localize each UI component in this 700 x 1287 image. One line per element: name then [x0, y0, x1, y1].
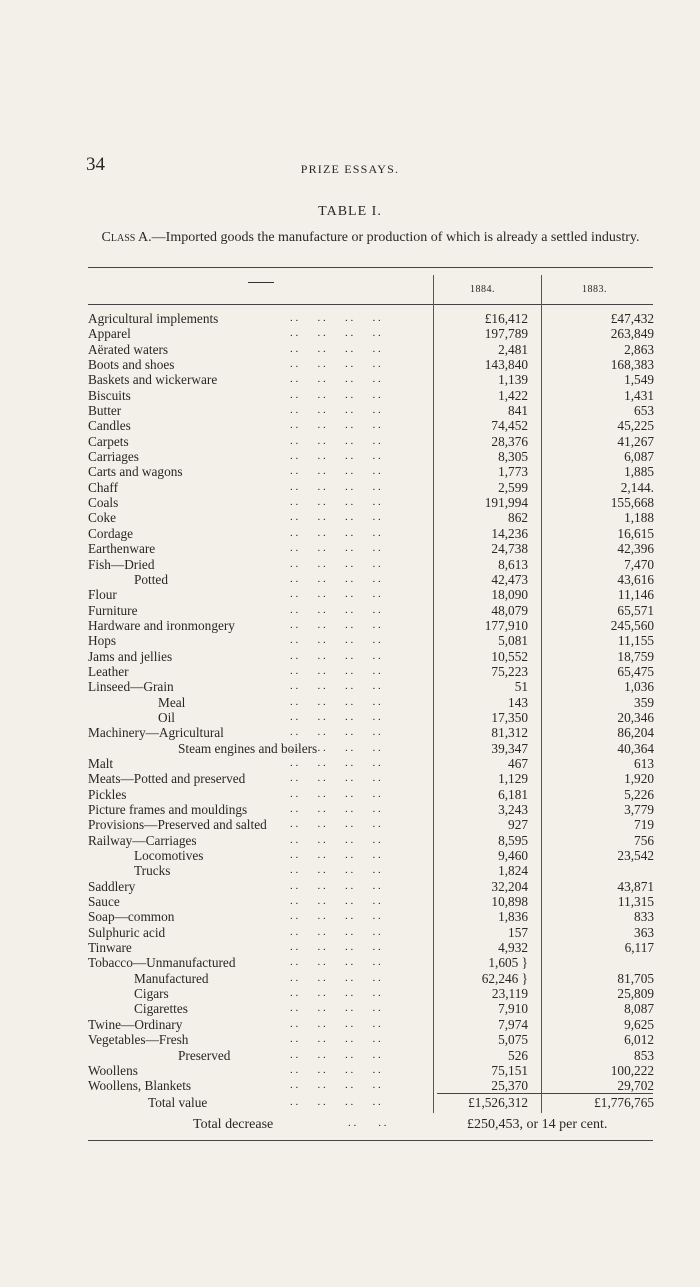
leader-dots: . . . . . . . .	[290, 496, 381, 509]
table-row	[0, 863, 700, 878]
value-1883: 11,315	[617, 894, 654, 910]
table-row	[0, 311, 700, 326]
value-1884: 1,139	[498, 372, 528, 388]
value-1884: 18,090	[491, 587, 528, 603]
value-1883: 11,155	[617, 633, 654, 649]
row-label: Apparel	[88, 326, 131, 342]
value-1884: 10,898	[491, 894, 528, 910]
leader-dots: . . . . . . . .	[290, 710, 381, 723]
table-row	[0, 326, 700, 341]
row-label: Boots and shoes	[88, 357, 175, 373]
leader-dots: . . . . . . . .	[290, 910, 381, 923]
value-1883: 853	[634, 1047, 654, 1063]
table-row	[0, 649, 700, 664]
leader-dots: . . . . . . . .	[290, 803, 381, 815]
leader-dots: . . . . . . . .	[290, 1017, 381, 1030]
running-head: PRIZE ESSAYS.	[300, 162, 400, 176]
leader-dots: . . . . . . . .	[290, 572, 381, 585]
value-1884: 5,075	[498, 1032, 528, 1048]
header-1883: 1883.	[582, 284, 607, 295]
row-label: Agricultural implements	[88, 311, 219, 326]
value-1883: 1,431	[624, 387, 654, 403]
value-1883: 23,542	[617, 848, 654, 864]
leader-dots: . . . . . . . .	[290, 342, 381, 355]
row-label: Malt	[88, 755, 114, 771]
leader-dots: . . . . . . . .	[290, 465, 381, 478]
row-label: Carts and wagons	[88, 464, 183, 480]
leader-dots: . . . . . . . .	[290, 1002, 381, 1015]
row-label: Leather	[88, 663, 129, 679]
row-label: Railway—Carriages	[88, 832, 197, 848]
value-1884: 1,824	[498, 863, 528, 879]
value-1883: 65,571	[617, 602, 654, 618]
caption-class-word: Class	[101, 230, 136, 245]
value-1883: 653	[634, 403, 654, 419]
value-1883: 41,267	[617, 433, 654, 449]
table-row	[0, 1078, 700, 1093]
value-1884: 143,840	[484, 357, 528, 373]
leader-dots: . . . . . . . .	[290, 373, 381, 386]
table-top-rule	[88, 267, 653, 268]
leader-dots: . . . . . . . .	[290, 404, 381, 417]
value-1884: 42,473	[491, 571, 528, 587]
leader-dots: . . . . . . . .	[290, 480, 381, 493]
value-1883: 263,849	[610, 326, 654, 342]
table-row	[0, 541, 700, 556]
table-row	[0, 1048, 700, 1063]
leader-dots: . . . . . . . .	[290, 849, 381, 862]
value-1884: 75,223	[491, 663, 528, 679]
table-row	[0, 587, 700, 602]
leader-dots: . . . . . . . .	[290, 358, 381, 371]
value-1883: £47,432	[610, 311, 654, 326]
row-label: Potted	[134, 571, 168, 587]
total-row	[0, 1095, 700, 1110]
table-row	[0, 510, 700, 525]
value-1884: 3,243	[498, 802, 528, 817]
table-row	[0, 756, 700, 771]
value-1884: 28,376	[491, 433, 528, 449]
row-label: Chaff	[88, 479, 119, 495]
leader-dots: . . . . . . . .	[290, 557, 381, 570]
row-label: Steam engines and boilers	[178, 740, 318, 756]
value-1883: 43,871	[617, 878, 654, 894]
leader-dots: . . . . . . . .	[290, 787, 381, 800]
value-1884: 1,129	[498, 771, 528, 787]
table-row	[0, 1063, 700, 1078]
value-1884: 467	[508, 755, 528, 771]
leader-dots: . . . . . . . .	[290, 879, 381, 892]
table-row	[0, 679, 700, 694]
value-1884: 197,789	[484, 326, 528, 342]
value-1884: 841	[508, 403, 528, 419]
value-1884: 143	[508, 694, 528, 710]
table-row	[0, 971, 700, 986]
row-label: Carriages	[88, 449, 139, 465]
leader-dots: . . . . . . . .	[290, 987, 381, 1000]
value-1883: 2,863	[624, 341, 654, 357]
table-row	[0, 1017, 700, 1032]
value-1883: 45,225	[617, 418, 654, 434]
value-1883: 42,396	[617, 541, 654, 557]
value-1883: 7,470	[624, 556, 654, 572]
table-row	[0, 741, 700, 756]
value-1884: 5,081	[498, 633, 528, 649]
value-1884: 927	[508, 817, 528, 833]
value-1884: 1,422	[498, 387, 528, 403]
value-1884: 177,910	[484, 617, 528, 633]
table-row	[0, 480, 700, 495]
row-label: Sulphuric acid	[88, 924, 166, 940]
table-row	[0, 986, 700, 1001]
value-1884: 7,910	[498, 1001, 528, 1017]
table-row	[0, 357, 700, 372]
value-1883: 719	[634, 817, 654, 833]
leader-dots: . . . . . . . .	[290, 603, 381, 616]
leader-dots: . . . . . . . .	[290, 756, 381, 769]
value-1884: 8,595	[498, 832, 528, 848]
total-1884: £1,526,312	[468, 1094, 528, 1110]
table-bottom-rule	[88, 1140, 653, 1141]
value-1883: 6,087	[624, 449, 654, 465]
row-label: Provisions—Preserved and salted	[88, 817, 267, 833]
value-1883: 6,012	[624, 1032, 654, 1048]
value-1884: 62,246 }	[481, 970, 528, 986]
row-label: Earthenware	[88, 541, 156, 557]
value-1884: 24,738	[491, 541, 528, 557]
row-label: Saddlery	[88, 878, 136, 894]
leader-dots: . . . . . . . .	[290, 833, 381, 846]
value-1883: 20,346	[617, 709, 654, 725]
value-1883: 613	[634, 755, 654, 771]
leader-dots: . . . . . . . .	[290, 1063, 381, 1076]
value-1884: 2,481	[498, 341, 528, 357]
leader-dots: . . . . . . . .	[290, 450, 381, 463]
table-row	[0, 1001, 700, 1016]
value-1883: 2,144.	[620, 479, 654, 495]
value-1884: 2,599	[498, 479, 528, 495]
table-row	[0, 879, 700, 894]
caption-text: A.—Imported goods the manufacture or production of which is already a settled industry.	[135, 230, 640, 245]
row-label: Twine—Ordinary	[88, 1016, 183, 1032]
table-row	[0, 894, 700, 909]
leader-dots: . . . . . . . .	[290, 941, 381, 954]
header-1884: 1884.	[470, 284, 495, 295]
row-label: Tobacco—Unmanufactured	[88, 955, 236, 971]
row-label: Woollens	[88, 1062, 138, 1078]
value-1883: 1,188	[624, 510, 654, 526]
table-row	[0, 572, 700, 587]
leader-dots: . . . . . . . .	[290, 1079, 381, 1092]
value-1883: 29,702	[617, 1078, 654, 1094]
leader-dots: . . . . . . . .	[290, 695, 381, 708]
table-row	[0, 449, 700, 464]
leader-dots: . . . . . . . .	[290, 649, 381, 662]
leader-dots: . . . . . . . .	[290, 664, 381, 677]
row-label: Hops	[88, 633, 117, 649]
value-1884: 39,347	[491, 740, 528, 756]
total-decrease-value: £250,453, or 14 per cent.	[467, 1117, 608, 1132]
table-body	[0, 311, 700, 1110]
value-1884: 4,932	[498, 940, 528, 956]
table-row	[0, 848, 700, 863]
value-1883: 86,204	[617, 725, 654, 741]
value-1883: 1,549	[624, 372, 654, 388]
total-decrease-label: Total decrease	[193, 1117, 274, 1132]
table-row	[0, 633, 700, 648]
value-1884: 32,204	[491, 878, 528, 894]
leader-dots: . . . . . . . .	[290, 419, 381, 432]
table-row	[0, 1032, 700, 1047]
value-1884: 74,452	[491, 418, 528, 434]
value-1883: 5,226	[624, 786, 654, 802]
value-1884: 8,613	[498, 556, 528, 572]
leader-dots: . . . . . . . .	[290, 895, 381, 908]
row-label: Linseed—Grain	[88, 679, 174, 695]
total-decrease-dots: . . . .	[348, 1117, 387, 1129]
leader-dots: . . . . . . . .	[290, 526, 381, 539]
row-label: Meal	[158, 694, 186, 710]
value-1883: 833	[634, 909, 654, 925]
table-row	[0, 802, 700, 817]
value-1884: 81,312	[491, 725, 528, 741]
value-1884: 157	[508, 924, 528, 940]
leader-dots: . . . . . . . .	[290, 726, 381, 739]
leader-dots: . . . . . . . .	[290, 772, 381, 785]
leader-dots: . . . . . . . .	[290, 388, 381, 401]
value-1883: 11,146	[617, 587, 654, 603]
row-label: Locomotives	[134, 848, 204, 864]
leader-dots: . . . . . . . .	[290, 1048, 381, 1061]
leader-dots: . . . . . . . .	[290, 434, 381, 447]
row-label: Coals	[88, 495, 119, 511]
value-1884: 1,605 }	[488, 955, 528, 971]
table-caption	[88, 230, 653, 245]
table-row	[0, 710, 700, 725]
table-row	[0, 695, 700, 710]
page-number: 34	[86, 154, 105, 175]
row-label: Oil	[158, 709, 175, 725]
leader-dots: . . . . . . . .	[290, 511, 381, 524]
leader-dots: . . . . . . . .	[290, 956, 381, 969]
table-row	[0, 833, 700, 848]
value-1884: 17,350	[491, 709, 528, 725]
table-row	[0, 925, 700, 940]
table-row	[0, 603, 700, 618]
leader-dots: . . . . . . . .	[290, 1033, 381, 1046]
leader-dots: . . . . . . . .	[290, 741, 381, 754]
row-label: Butter	[88, 403, 122, 419]
value-1883: 245,560	[610, 617, 654, 633]
table-row	[0, 372, 700, 387]
value-1883: 16,615	[617, 525, 654, 541]
leader-dots: . . . . . . . .	[290, 925, 381, 938]
row-label: Biscuits	[88, 387, 131, 403]
value-1884: 25,370	[491, 1078, 528, 1094]
value-1883: 9,625	[624, 1016, 654, 1032]
table-row	[0, 495, 700, 510]
value-1883: 359	[634, 694, 654, 710]
table-row	[0, 955, 700, 970]
table-row	[0, 403, 700, 418]
leader-dots: . . . . . . . .	[290, 634, 381, 647]
row-label: Meats—Potted and preserved	[88, 771, 246, 787]
row-label: Candles	[88, 418, 131, 434]
table-row	[0, 940, 700, 955]
value-1884: 51	[514, 679, 528, 695]
leader-dots: . . . . . . . .	[290, 312, 381, 324]
row-label: Fish—Dried	[88, 556, 155, 572]
value-1884: £16,412	[484, 311, 528, 326]
leader-dots: . . . . . . . .	[290, 818, 381, 831]
value-1883: 3,779	[624, 802, 654, 817]
value-1883: 8,087	[624, 1001, 654, 1017]
value-1883: 40,364	[617, 740, 654, 756]
leader-dots: . . . . . . . .	[290, 588, 381, 601]
stub-header-dash	[248, 282, 274, 283]
table-row	[0, 557, 700, 572]
row-label: Cordage	[88, 525, 134, 541]
value-1883: 1,885	[624, 464, 654, 480]
table-row	[0, 771, 700, 786]
value-1883: 100,222	[610, 1062, 654, 1078]
value-1883: 18,759	[617, 648, 654, 664]
leader-dots: . . . . . . . .	[290, 1095, 381, 1108]
row-label: Carpets	[88, 433, 129, 449]
row-label: Flour	[88, 587, 117, 603]
value-1884: 862	[508, 510, 528, 526]
value-1883: 363	[634, 924, 654, 940]
value-1884: 191,994	[484, 495, 528, 511]
value-1884: 9,460	[498, 848, 528, 864]
table-row	[0, 388, 700, 403]
table-row	[0, 787, 700, 802]
value-1884: 8,305	[498, 449, 528, 465]
value-1883: 168,383	[610, 357, 654, 373]
row-label: Sauce	[88, 894, 120, 910]
row-label: Preserved	[178, 1047, 231, 1063]
row-label: Cigars	[134, 986, 169, 1002]
row-label: Woollens, Blankets	[88, 1078, 192, 1094]
value-1884: 23,119	[491, 986, 528, 1002]
total-1883: £1,776,765	[594, 1094, 654, 1110]
row-label: Jams and jellies	[88, 648, 173, 664]
table-row	[0, 725, 700, 740]
row-label: Baskets and wickerware	[88, 372, 218, 388]
value-1883: 155,668	[610, 495, 654, 511]
total-label: Total value	[148, 1094, 208, 1110]
leader-dots: . . . . . . . .	[290, 327, 381, 340]
leader-dots: . . . . . . . .	[290, 542, 381, 555]
value-1883: 756	[634, 832, 654, 848]
leader-dots: . . . . . . . .	[290, 618, 381, 631]
row-label: Machinery—Agricultural	[88, 725, 224, 741]
row-label: Tinware	[88, 940, 132, 956]
table-title: TABLE I.	[318, 204, 382, 219]
row-label: Furniture	[88, 602, 138, 618]
value-1884: 526	[508, 1047, 528, 1063]
row-label: Vegetables—Fresh	[88, 1032, 189, 1048]
row-label: Coke	[88, 510, 117, 526]
value-1883: 1,920	[624, 771, 654, 787]
leader-dots: . . . . . . . .	[290, 864, 381, 877]
header-bottom-rule	[88, 304, 653, 305]
value-1884: 7,974	[498, 1016, 528, 1032]
table-row	[0, 618, 700, 633]
row-label: Soap—common	[88, 909, 175, 925]
row-label: Picture frames and mouldings	[88, 802, 248, 817]
row-label: Manufactured	[134, 970, 209, 986]
table-row	[0, 342, 700, 357]
value-1884: 10,552	[491, 648, 528, 664]
leader-dots: . . . . . . . .	[290, 971, 381, 984]
value-1883: 1,036	[624, 679, 654, 695]
leader-dots: . . . . . . . .	[290, 680, 381, 693]
value-1884: 1,773	[498, 464, 528, 480]
row-label: Cigarettes	[134, 1001, 188, 1017]
value-1884: 48,079	[491, 602, 528, 618]
value-1883: 25,809	[617, 986, 654, 1002]
value-1883: 43,616	[617, 571, 654, 587]
value-1884: 1,836	[498, 909, 528, 925]
row-label: Trucks	[134, 863, 171, 879]
value-1883: 65,475	[617, 663, 654, 679]
row-label: Aërated waters	[88, 341, 169, 357]
table-row	[0, 464, 700, 479]
value-1883: 6,117	[624, 940, 654, 956]
table-row	[0, 664, 700, 679]
value-1883: 81,705	[617, 970, 654, 986]
value-1884: 6,181	[498, 786, 528, 802]
table-row	[0, 418, 700, 433]
table-row	[0, 434, 700, 449]
value-1884: 14,236	[491, 525, 528, 541]
table-row	[0, 526, 700, 541]
table-row	[0, 817, 700, 832]
table-row	[0, 909, 700, 924]
row-label: Hardware and ironmongery	[88, 617, 235, 633]
row-label: Pickles	[88, 786, 127, 802]
value-1884: 75,151	[491, 1062, 528, 1078]
